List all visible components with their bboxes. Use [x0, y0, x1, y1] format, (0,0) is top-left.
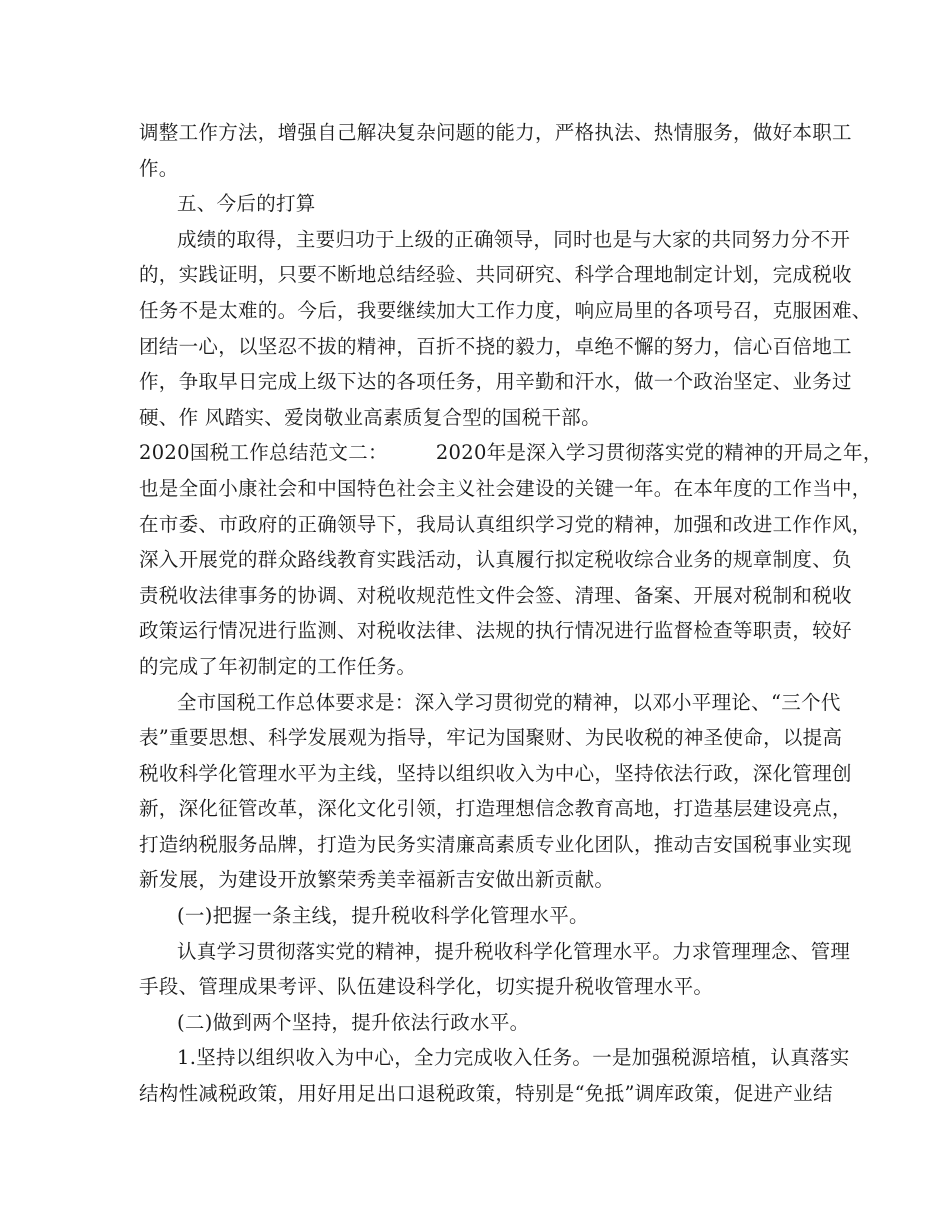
- text-line: 硬、作 风踏实、爱岗敬业高素质复合型的国税干部。: [139, 405, 601, 429]
- article-title: 2020国税工作总结范文二：: [139, 441, 388, 465]
- text-line: 全市国税工作总体要求是：深入学习贯彻党的精神，以邓小平理论、“三个代: [177, 690, 841, 714]
- text-line: 认真学习贯彻落实党的精神，提升税收科学化管理水平。力求管理理念、管理: [177, 939, 851, 963]
- text-line: 新发展，为建设开放繁荣秀美幸福新吉安做出新贡献。: [139, 868, 615, 892]
- document-body: [139, 115, 883, 1112]
- text-line: 成绩的取得，主要归功于上级的正确领导，同时也是与大家的共同努力分不开: [177, 227, 851, 251]
- text-line: 深入开展党的群众路线教育实践活动，认真履行拟定税收综合业务的规章制度、负: [139, 548, 852, 572]
- text-line: 作。: [139, 156, 179, 180]
- text-line: 政策运行情况进行监测、对税收法律、法规的执行情况进行监督检查等职责，较好: [139, 619, 852, 643]
- text-line: 新，深化征管改革，深化文化引领，打造理想信念教育高地，打造基层建设亮点，: [139, 797, 852, 821]
- text-line: 打造纳税服务品牌，打造为民务实清廉高素质专业化团队，推动吉安国税事业实现: [139, 832, 852, 856]
- text-line: 的完成了年初制定的工作任务。: [139, 654, 417, 678]
- text-line: 的，实践证明，只要不断地总结经验、共同研究、科学合理地制定计划，完成税收: [139, 263, 852, 287]
- text-line: 责税收法律事务的协调、对税收规范性文件会签、清理、备案、开展对税制和税收: [139, 583, 852, 607]
- text-line: 税收科学化管理水平为主线，坚持以组织收入为中心，坚持依法行政，深化管理创: [139, 761, 852, 785]
- text-line: 作，争取早日完成上级下达的各项任务，用辛勤和汗水，做一个政治坚定、业务过: [139, 370, 852, 394]
- section-heading: (一)把握一条主线，提升税收科学化管理水平。: [177, 904, 589, 928]
- section-heading: (二)做到两个坚持，提升依法行政水平。: [177, 1010, 530, 1034]
- text-line: 1.坚持以组织收入为中心，全力完成收入任务。一是加强税源培植，认真落实: [177, 1046, 850, 1070]
- text-line: 在市委、市政府的正确领导下，我局认真组织学习党的精神，加强和改进工作作风，: [139, 512, 872, 536]
- text-line: 也是全面小康社会和中国特色社会主义社会建设的关键一年。在本年度的工作当中，: [139, 476, 872, 500]
- text-line: 结构性减税政策，用好用足出口退税政策，特别是“免抵”调库政策，促进产业结: [139, 1082, 833, 1106]
- text-line: 调整工作方法，增强自己解决复杂问题的能力，严格执法、热情服务，做好本职工: [139, 121, 852, 144]
- article-intro: 2020年是深入学习贯彻落实党的精神的开局之年，: [435, 441, 883, 465]
- text-line: 任务不是太难的。今后，我要继续加大工作力度，响应局里的各项号召，克服困难、: [139, 298, 872, 322]
- text-line: 手段、管理成果考评、队伍建设科学化，切实提升税收管理水平。: [139, 975, 714, 999]
- text-line: [139, 435, 883, 471]
- text-line: 表”重要思想、科学发展观为指导，牢记为国聚财、为民收税的神圣使命，以提高: [139, 726, 843, 750]
- section-heading: 五、今后的打算: [177, 192, 316, 216]
- text-line: 团结一心，以坚忍不拔的精神，百折不挠的毅力，卓绝不懈的努力，信心百倍地工: [139, 334, 852, 358]
